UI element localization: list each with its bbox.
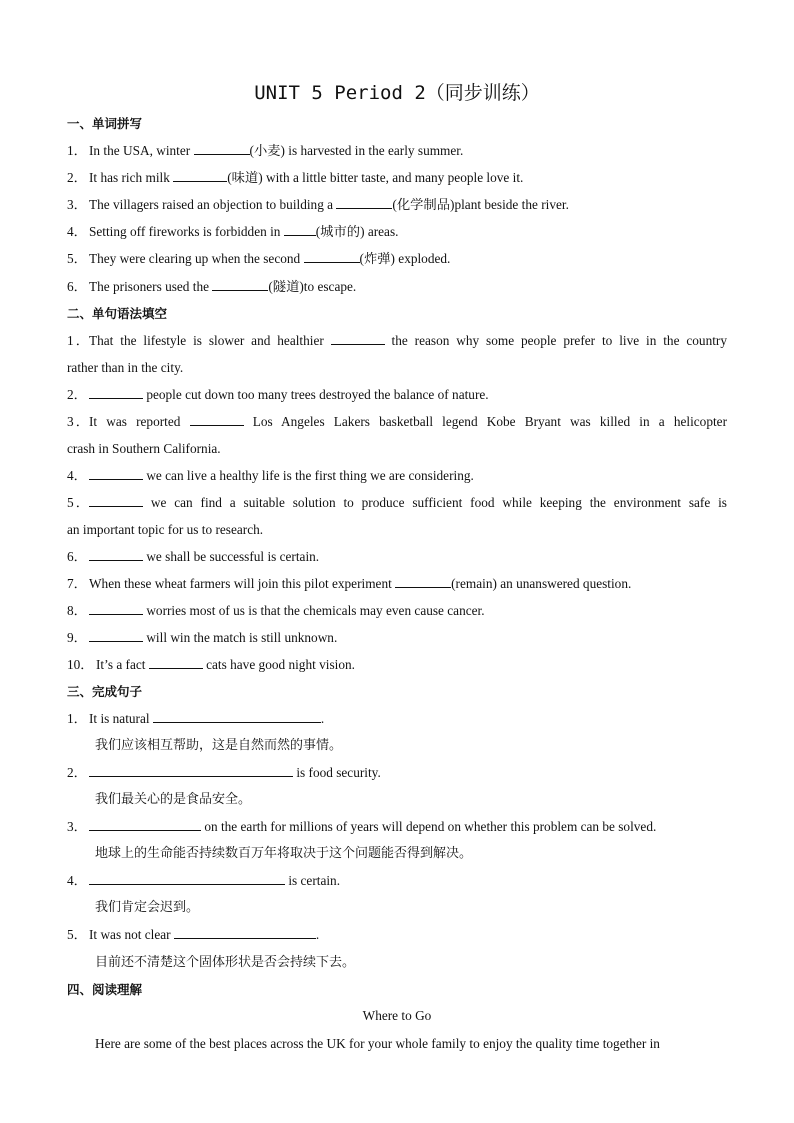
reading-title: Where to Go [362, 1008, 432, 1023]
sentence-item-1: 1． It is natural . [67, 711, 325, 726]
grammar-item-1-line2: rather than in the city. [67, 360, 184, 375]
answer-blank[interactable] [89, 764, 293, 777]
spelling-item-6: 6． The prisoners used the (隧道)to escape. [67, 279, 357, 294]
grammar-item-4: 4． we can live a healthy life is the first thing we are considering. [67, 468, 474, 483]
sentence-item-5: 5． It was not clear . [67, 927, 320, 942]
answer-blank[interactable] [89, 629, 143, 642]
answer-blank[interactable] [194, 142, 250, 155]
spelling-item-3: 3． The villagers raised an objection to building a (化学制品)plant beside the river. [67, 197, 569, 212]
grammar-item-5-line2: an important topic for us to research. [67, 522, 264, 537]
answer-blank[interactable] [89, 548, 143, 561]
sentence-item-4-chinese: 我们肯定会迟到。 [95, 900, 200, 915]
spelling-item-5: 5． They were clearing up when the second (炸弹) exploded. [67, 251, 451, 266]
section-heading-sentences: 三、完成句子 [67, 684, 143, 699]
sentence-item-4: 4． is certain. [67, 873, 341, 888]
spelling-item-2: 2． It has rich milk (味道) with a little bitter taste, and many people love it. [67, 170, 524, 185]
reading-intro: Here are some of the best places across the UK for your whole family to enjoy the quality time together in [95, 1036, 660, 1051]
answer-blank[interactable] [89, 494, 143, 507]
sentence-item-5-chinese: 目前还不清楚这个固体形状是否会持续下去。 [95, 955, 356, 970]
answer-blank[interactable] [149, 656, 203, 669]
sentence-item-3: 3． on the earth for millions of years will depend on whether this problem can be solved. [67, 819, 657, 834]
spelling-item-1: 1． In the USA, winter (小麦) is harvested in the early summer. [67, 143, 464, 158]
grammar-item-2: 2． people cut down too many trees destroyed the balance of nature. [67, 387, 489, 402]
grammar-item-5-line1: 5． we can find a suitable solution to produce sufficient food while keeping the environment safe is [67, 495, 727, 510]
grammar-item-8: 8． worries most of us is that the chemicals may even cause cancer. [67, 603, 485, 618]
sentence-item-2: 2． is food security. [67, 765, 381, 780]
answer-blank[interactable] [331, 332, 385, 345]
answer-blank[interactable] [304, 250, 360, 263]
section-heading-reading: 四、阅读理解 [67, 982, 143, 997]
answer-blank[interactable] [89, 602, 143, 615]
grammar-item-3-line2: crash in Southern California. [67, 441, 221, 456]
section-heading-spelling: 一、单词拼写 [67, 116, 143, 131]
sentence-item-3-chinese: 地球上的生命能否持续数百万年将取决于这个问题能否得到解决。 [95, 846, 473, 861]
grammar-item-10: 10． It’s a fact cats have good night vision. [67, 657, 355, 672]
answer-blank[interactable] [89, 386, 143, 399]
answer-blank[interactable] [212, 278, 268, 291]
page-title: UNIT 5 Period 2（同步训练） [254, 82, 540, 104]
grammar-item-9: 9． will win the match is still unknown. [67, 630, 338, 645]
answer-blank[interactable] [395, 575, 451, 588]
grammar-item-3-line1: 3．It was reported Los Angeles Lakers basketball legend Kobe Bryant was killed in a helicopter [67, 414, 727, 429]
answer-blank[interactable] [174, 926, 316, 939]
answer-blank[interactable] [190, 413, 244, 426]
spelling-item-4: 4． Setting off fireworks is forbidden in (城市的) areas. [67, 224, 399, 239]
grammar-item-1-line1: 1．That the lifestyle is slower and healthier the reason why some people prefer to live in the country [67, 333, 727, 348]
answer-blank[interactable] [153, 710, 321, 723]
grammar-item-7: 7． When these wheat farmers will join this pilot experiment (remain) an unanswered question. [67, 576, 632, 591]
section-heading-grammar: 二、单句语法填空 [67, 306, 168, 321]
answer-blank[interactable] [89, 467, 143, 480]
answer-blank[interactable] [284, 223, 316, 236]
answer-blank[interactable] [336, 196, 392, 209]
sentence-item-2-chinese: 我们最关心的是食品安全。 [95, 792, 252, 807]
sentence-item-1-chinese: 我们应该相互帮助，这是自然而然的事情。 [95, 738, 343, 753]
grammar-item-6: 6． we shall be successful is certain. [67, 549, 320, 564]
answer-blank[interactable] [173, 169, 227, 182]
answer-blank[interactable] [89, 872, 285, 885]
answer-blank[interactable] [89, 818, 201, 831]
